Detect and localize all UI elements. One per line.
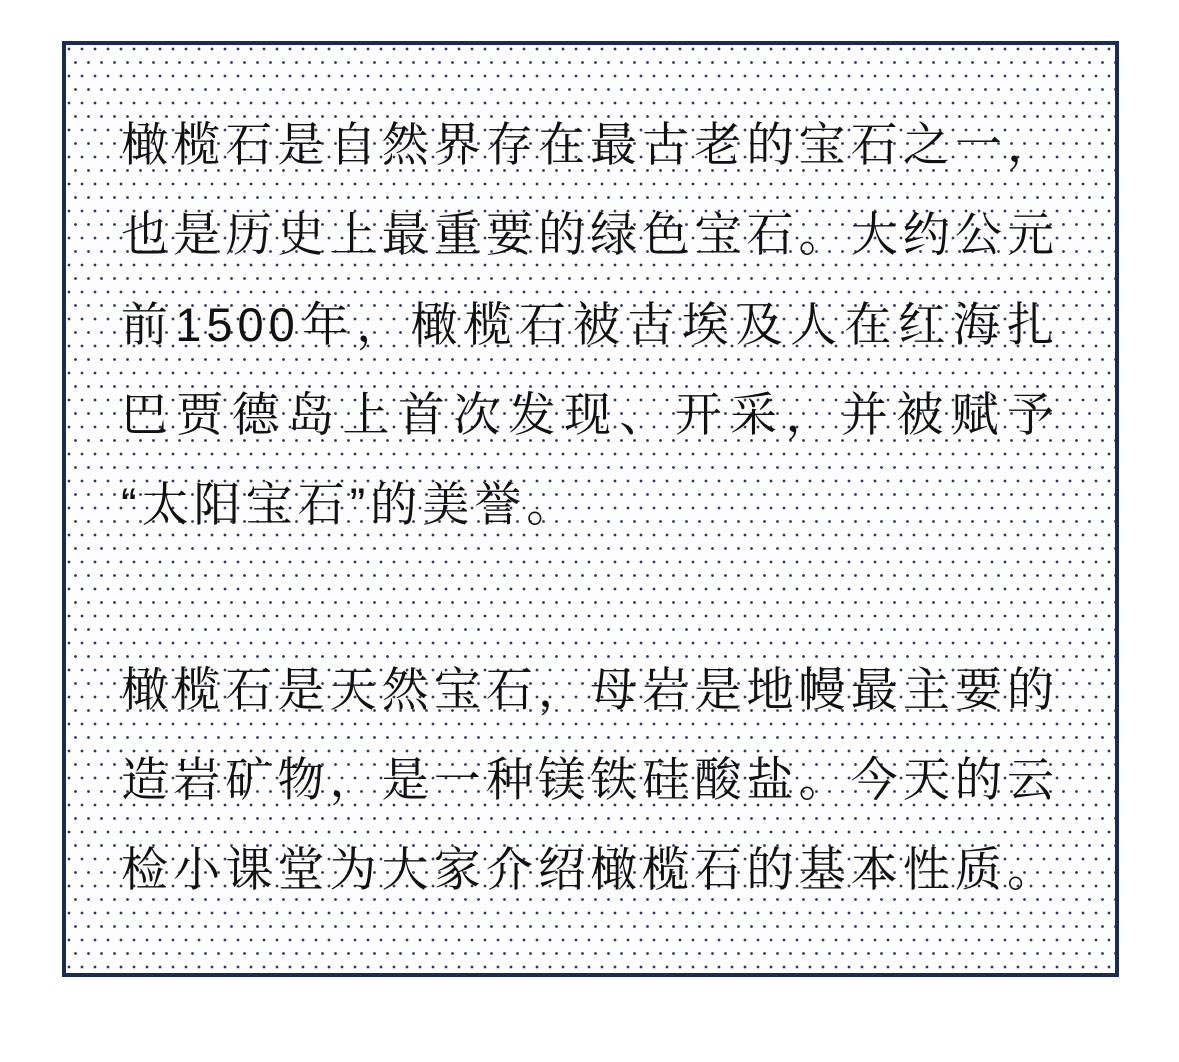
text-line: 也是历史上最重要的绿色宝石。大约公元 bbox=[121, 208, 1059, 261]
paragraph-mineralogy bbox=[121, 645, 1059, 915]
paragraph-history bbox=[121, 100, 1059, 550]
text-line: 橄榄石是自然界存在最古老的宝石之一， bbox=[121, 118, 1059, 171]
text-line: 前1500年，橄榄石被古埃及人在红海扎 bbox=[121, 298, 1059, 351]
article-text bbox=[121, 100, 1059, 915]
text-line: 巴贾德岛上首次发现、开采，并被赋予 bbox=[121, 388, 1059, 441]
dotted-article-card bbox=[62, 41, 1119, 977]
text-line: 检小课堂为大家介绍橄榄石的基本性质。 bbox=[121, 843, 1059, 896]
text-line: “太阳宝石”的美誉。 bbox=[121, 478, 579, 531]
text-line: 橄榄石是天然宝石，母岩是地幔最主要的 bbox=[121, 663, 1059, 716]
text-line: 造岩矿物，是一种镁铁硅酸盐。今天的云 bbox=[121, 753, 1059, 806]
